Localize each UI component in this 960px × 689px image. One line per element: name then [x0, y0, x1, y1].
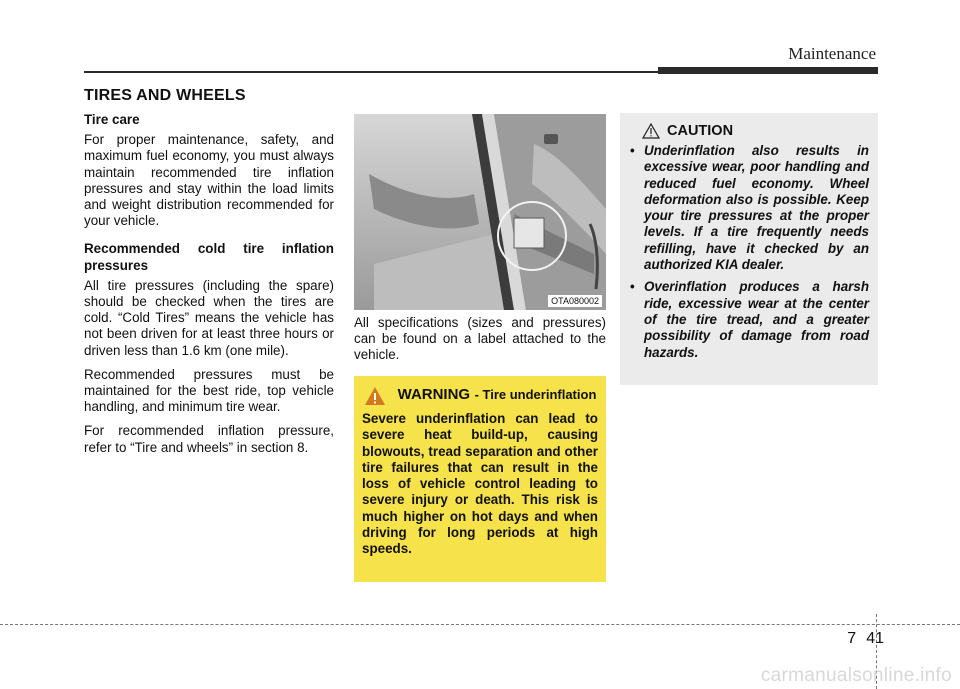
caution-header: [642, 123, 869, 139]
warning-subtitle: - Tire underinflation: [474, 387, 597, 402]
footer-dashed-rule: [0, 624, 960, 625]
figure-code: OTA080002: [548, 295, 602, 307]
caution-list: [630, 143, 869, 361]
caution-title: CAUTION: [667, 123, 734, 139]
door-label-photo: [354, 114, 606, 310]
header-rule-thick: [658, 67, 878, 74]
caution-triangle-icon: [642, 123, 660, 139]
warning-heading: [392, 386, 597, 404]
header-rule: [84, 71, 660, 73]
section-header: Maintenance: [788, 44, 876, 63]
figure-caption: All specifications (sizes and pressures) can be found on a label attached to the vehicle.: [354, 315, 606, 363]
main-column: [84, 112, 334, 464]
door-pillar-illustration: [354, 114, 606, 310]
chapter-number: 7: [847, 630, 857, 647]
page-number-value: 41: [866, 630, 884, 647]
paragraph-tire-care: For proper maintenance, safety, and maximum fuel economy, you must always maintain recommended tire inflation pressures and stay within the load limits and weight distribution recommended for your vehicle.: [84, 132, 334, 229]
paragraph-maintain-pressures: Recommended pressures must be maintained for the best ride, top vehicle handling, and minimum tire wear.: [84, 366, 334, 415]
warning-box: [354, 376, 606, 582]
tire-label-sticker: [514, 218, 544, 248]
subheading-tire-care: Tire care: [84, 112, 140, 127]
paragraph-cold-tires: All tire pressures (including the spare) should be checked when the tires are cold. “Cold Tires” means the vehicle has not been driven for at least three hours or driven less than 1.6 km (one mile).: [84, 277, 334, 358]
paragraph-refer-section: For recommended inflation pressure, refer to “Tire and wheels” in section 8.: [84, 423, 334, 455]
warning-body: Severe underinflation can lead to severe heat build-up, causing blowouts, tread separation and other tire failures that can result in the loss of vehicle control leading to severe injury or death. This risk is much higher on hot days and when driving for long periods at high speeds.: [362, 411, 598, 557]
warning-title: WARNING: [397, 386, 471, 403]
page-number: [847, 630, 884, 648]
caution-box: [620, 113, 878, 385]
warning-triangle-icon: [364, 386, 386, 406]
caution-item-underinflation: • Underinflation also results in excessive wear, poor handling and reduced fuel economy. Wheel deformation also is possible. Keep your tire pressures at the proper levels. If a tire frequently needs refilling, have it checked by an authorized KIA dealer.: [630, 143, 869, 273]
section-title: TIRES AND WHEELS: [84, 87, 246, 104]
watermark: carmanualsonline.info: [760, 665, 952, 686]
caution-item-overinflation: • Overinflation produces a harsh ride, excessive wear at the center of the tire tread, and a greater possibility of damage from road hazards.: [630, 279, 869, 360]
subheading-cold-pressures: Recommended cold tire inflation pressures: [84, 241, 334, 273]
warning-header: [362, 386, 598, 406]
